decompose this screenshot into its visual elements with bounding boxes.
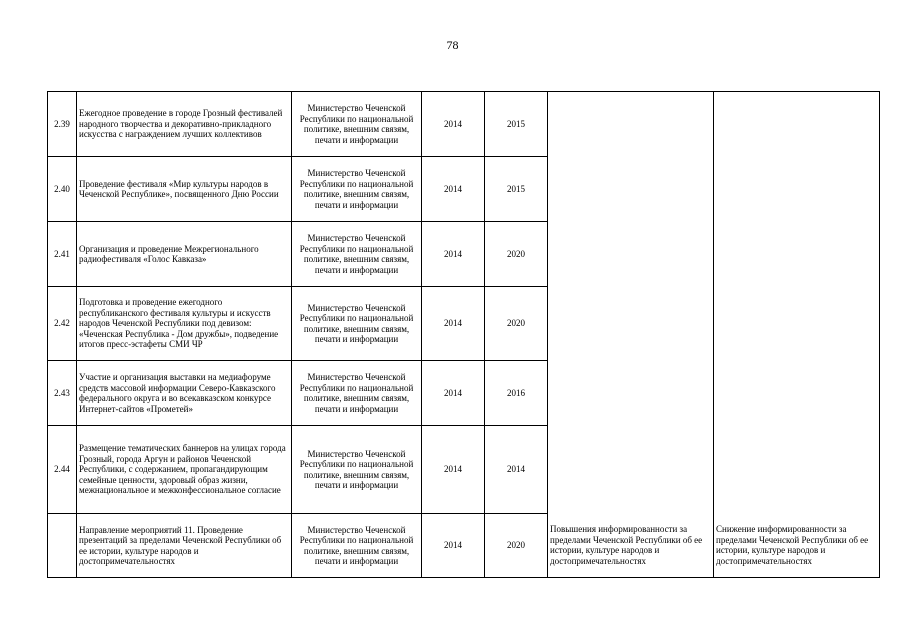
page-number: 78 bbox=[446, 38, 459, 52]
row-number: 2.44 bbox=[48, 426, 77, 514]
start-year: 2014 bbox=[422, 157, 485, 222]
start-year: 2014 bbox=[422, 514, 485, 578]
responsible-organization: Министерство Чеченской Республики по национальной политике, внешним связям, печати и информации bbox=[292, 361, 422, 426]
end-year: 2020 bbox=[485, 287, 548, 361]
measure-name: Участие и организация выставки на медиафоруме средств массовой информации Северо-Кавказского федерального округа и во всекавказском конкурсе Интернет-сайтов «Прометей» bbox=[77, 361, 292, 426]
measure-name: Размещение тематических баннеров на улицах города Грозный, города Аргун и районов Чеченской Республики, с содержанием, пропагандирующим семейные ценности, здоровый образ жизни, межнациональное и межконфессиональное согласие bbox=[77, 426, 292, 514]
end-year: 2016 bbox=[485, 361, 548, 426]
measure-name: Проведение фестиваля «Мир культуры народов в Чеченской Республике», посвященного Дню России bbox=[77, 157, 292, 222]
measure-name: Ежегодное проведение в городе Грозный фестивалей народного творчества и декоративно-прикладного искусства с награждением лучших коллективов bbox=[77, 92, 292, 157]
responsible-organization: Министерство Чеченской Республики по национальной политике, внешним связям, печати и информации bbox=[292, 287, 422, 361]
responsible-organization: Министерство Чеченской Республики по национальной политике, внешним связям, печати и информации bbox=[292, 222, 422, 287]
row-number: 2.39 bbox=[48, 92, 77, 157]
expected-result: Повышения информированности за пределами Чеченской Республики об ее истории, культуре народов и достопримечательностях bbox=[548, 514, 714, 578]
table-row bbox=[48, 514, 880, 578]
row-number bbox=[48, 514, 77, 578]
measure-name: Подготовка и проведение ежегодного республиканского фестиваля культуры и искусств народов Чеченской Республики под девизом: «Чеченская Республика - Дом дружбы», подведение итогов пресс-эстафеты СМИ ЧР bbox=[77, 287, 292, 361]
end-year: 2015 bbox=[485, 92, 548, 157]
start-year: 2014 bbox=[422, 92, 485, 157]
end-year: 2020 bbox=[485, 222, 548, 287]
start-year: 2014 bbox=[422, 361, 485, 426]
non-implementation-consequence: Снижение информированности за пределами Чеченской Республики об ее истории, культуре народов и достопримечательностях bbox=[714, 514, 880, 578]
row-number: 2.41 bbox=[48, 222, 77, 287]
end-year: 2020 bbox=[485, 514, 548, 578]
responsible-organization: Министерство Чеченской Республики по национальной политике, внешним связям, печати и информации bbox=[292, 157, 422, 222]
start-year: 2014 bbox=[422, 287, 485, 361]
table-row bbox=[48, 92, 880, 157]
responsible-organization: Министерство Чеченской Республики по национальной политике, внешним связям, печати и информации bbox=[292, 426, 422, 514]
start-year: 2014 bbox=[422, 222, 485, 287]
row-number: 2.42 bbox=[48, 287, 77, 361]
result-cell-empty bbox=[548, 92, 714, 514]
row-number: 2.43 bbox=[48, 361, 77, 426]
consequence-cell-empty bbox=[714, 92, 880, 514]
measures-table bbox=[47, 91, 880, 578]
measure-name: Организация и проведение Межрегионального радиофестиваля «Голос Кавказа» bbox=[77, 222, 292, 287]
end-year: 2014 bbox=[485, 426, 548, 514]
responsible-organization: Министерство Чеченской Республики по национальной политике, внешним связям, печати и информации bbox=[292, 514, 422, 578]
responsible-organization: Министерство Чеченской Республики по национальной политике, внешним связям, печати и информации bbox=[292, 92, 422, 157]
start-year: 2014 bbox=[422, 426, 485, 514]
row-number: 2.40 bbox=[48, 157, 77, 222]
measure-name: Направление мероприятий 11. Проведение презентаций за пределами Чеченской Республики об ее истории, культуре народов и достопримечательностях bbox=[77, 514, 292, 578]
end-year: 2015 bbox=[485, 157, 548, 222]
